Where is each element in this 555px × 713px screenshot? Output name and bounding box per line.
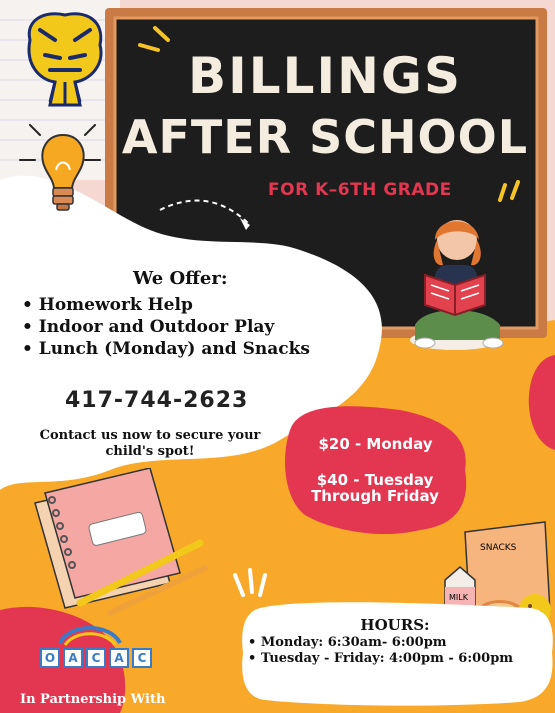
offer-item: • Lunch (Monday) and Snacks [22,339,310,359]
contact-line-2: child's spot! [105,444,195,459]
price-tuesday-line-2: Through Friday [311,487,439,505]
logo-letter: C [132,648,152,668]
logo-letters [40,648,152,668]
hours-item: • Tuesday - Friday: 4:00pm - 6:00pm [248,651,514,666]
price-monday: $20 - Monday [318,435,433,453]
phone-number: 417-744-2623 [65,388,249,413]
logo-letter: A [63,648,83,668]
hours-heading: HOURS: [360,616,430,634]
logo-letter: C [86,648,106,668]
notebook-icon [20,468,220,618]
price-tuesday-line-1: $40 - Tuesday [316,471,434,489]
offer-item: • Homework Help [22,295,193,315]
milk-label: MILK [449,593,468,602]
offer-item: • Indoor and Outdoor Play [22,317,275,337]
offers-heading: We Offer: [133,268,228,289]
grade-subtitle: FOR K–6TH GRADE [268,180,452,200]
logo-letter: O [40,648,60,668]
price-tuesday [295,472,455,504]
logo-arc [40,618,140,648]
oacac-logo-icon [40,632,152,665]
snacks-label: SNACKS [480,543,517,553]
logo-letter: A [109,648,129,668]
hours-list [248,634,513,667]
title-line-2: AFTER SCHOOL [121,110,529,164]
title-line-1: BILLINGS [188,47,462,105]
partner-text: In Partnership With [20,692,166,707]
hours-item: • Monday: 6:30am- 6:00pm [248,635,447,650]
contact-line-1: Contact us now to secure your [39,428,261,443]
